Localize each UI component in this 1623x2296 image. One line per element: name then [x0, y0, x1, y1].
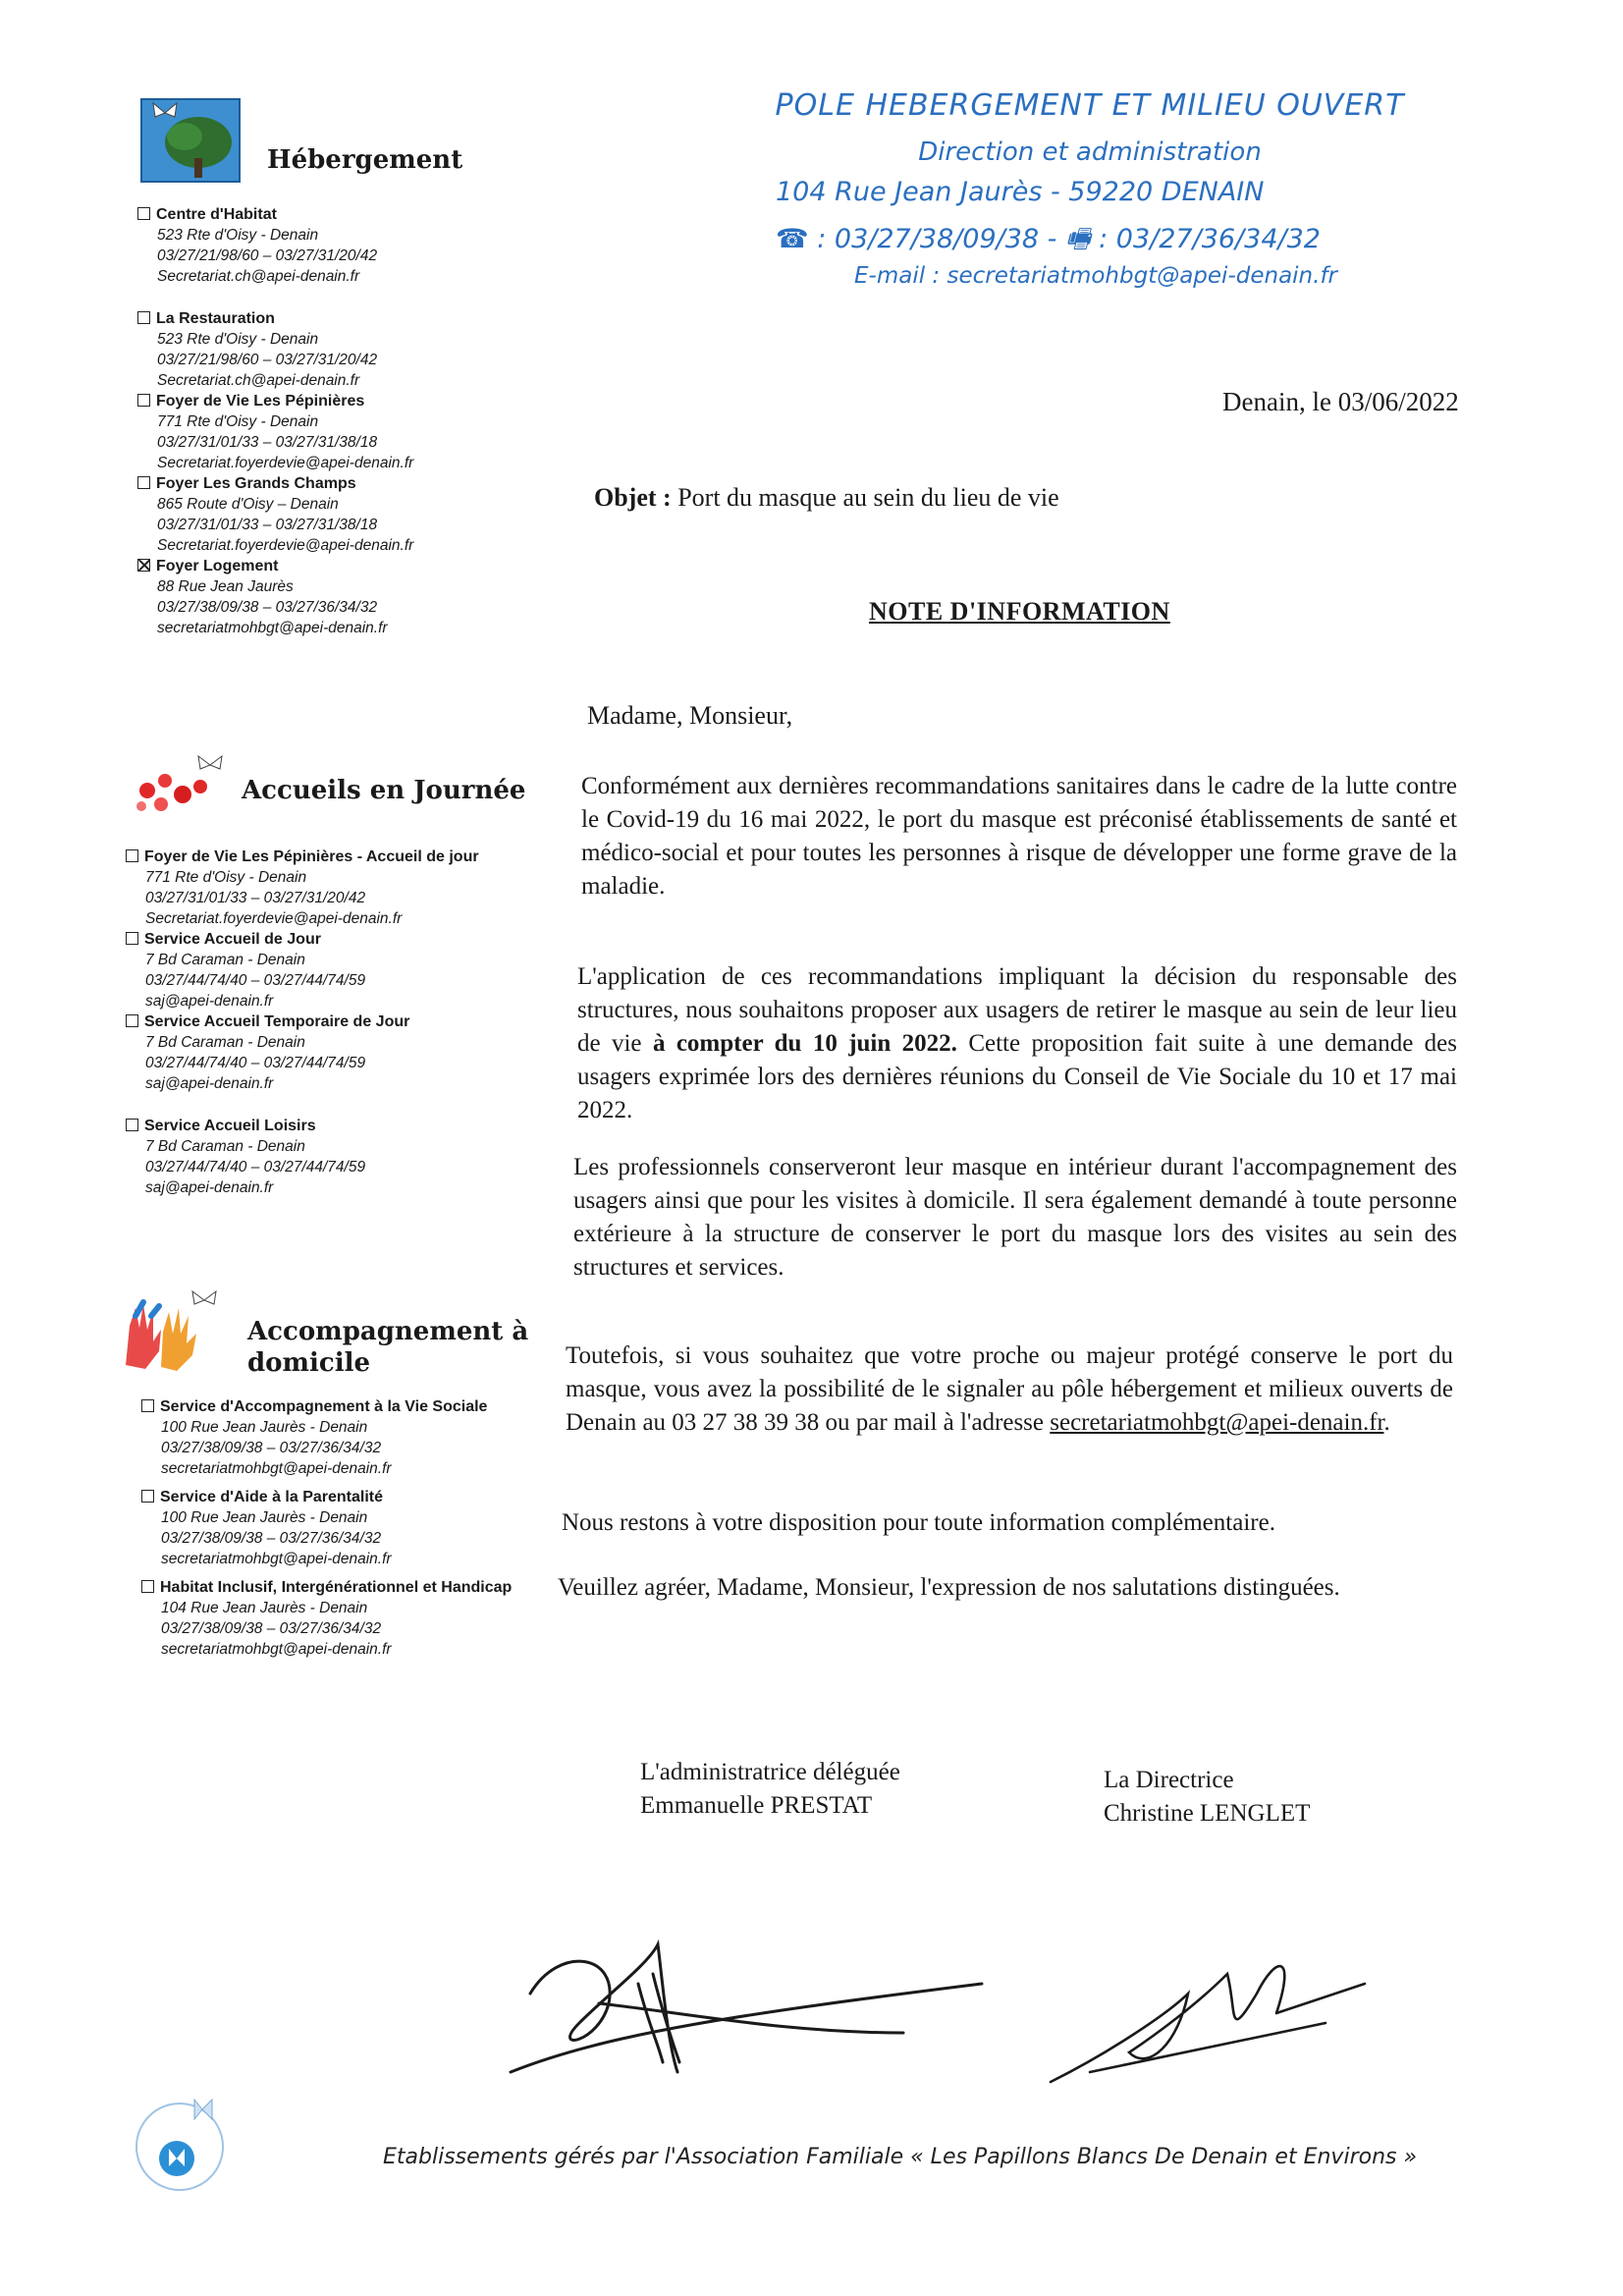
signature-2-icon [1031, 1935, 1375, 2121]
checkbox-icon [141, 1399, 154, 1412]
contact-email-link[interactable]: secretariatmohbgt@apei-denain.fr [1050, 1409, 1384, 1436]
paragraph-6: Veuillez agréer, Madame, Monsieur, l'expression de nos salutations distinguées. [558, 1574, 1340, 1601]
fax-number: : 03/27/36/34/32 [1099, 224, 1321, 254]
fax-icon: 🖷 [1065, 224, 1091, 254]
list-item: Service d'Aide à la Parentalité 100 Rue Jean Jaurès - Denain 03/27/38/09/38 – 03/27/36/34/32 secretariatmohbgt@apei-denain.fr [141, 1487, 534, 1569]
org-address: 104 Rue Jean Jaurès - 59220 DENAIN [776, 177, 1265, 207]
checkbox-icon [126, 932, 138, 945]
signature-1-icon [491, 1925, 1001, 2092]
list-item: La Restauration 523 Rte d'Oisy - Denain 03/27/21/98/60 – 03/27/31/20/42 Secretariat.ch@apei-denain.fr [137, 308, 461, 391]
accueils-title: Accueils en Journée [242, 776, 526, 805]
papillons-blancs-logo-icon [126, 2090, 234, 2198]
list-item: Centre d'Habitat 523 Rte d'Oisy - Denain 03/27/21/98/60 – 03/27/31/20/42 Secretariat.ch@apei-denain.fr [137, 204, 461, 287]
checkbox-icon [137, 476, 150, 489]
paragraph-1: Conformément aux dernières recommandations sanitaires dans le cadre de la lutte contre le Covid-19 du 16 mai 2022, le port du masque est préconisé établissements de santé et médico-social et pour toutes les personnes à risque de développer une forme grave de la maladie. [581, 773, 1457, 900]
checkbox-icon [137, 207, 150, 220]
domicile-title: Accompagnement à domicile [247, 1317, 529, 1378]
signature-block-1: L'administratrice déléguée Emmanuelle PRESTAT [640, 1759, 900, 1819]
paragraph-3: Les professionnels conserveront leur masque en intérieur durant l'accompagnement des usagers ainsi que pour les visites à domicile. Il sera également demandé à toute personne extérieure à la structure de conserver le port du masque lors des visites au sein des structures et services. [573, 1154, 1457, 1281]
checkbox-icon [141, 1580, 154, 1593]
phone-icon: ☎ [776, 224, 809, 254]
domicile-list [141, 1396, 534, 1660]
paragraph-2: L'application de ces recommandations impliquant la décision du responsable des structures, nous souhaitons proposer aux usagers de retirer le masque au sein de leur lieu de vie à compter du 10 juin 2022. Cette proposition fait suite à une demande des usagers exprimée lors des dernières réunions du Conseil de Vie Sociale du 10 et 17 mai 2022. [577, 963, 1458, 1123]
checkbox-icon [126, 1014, 138, 1027]
letter-date: Denain, le 03/06/2022 [1222, 387, 1459, 416]
list-item: Foyer de Vie Les Pépinières 771 Rte d'Oisy - Denain 03/27/31/01/33 – 03/27/31/38/18 Secretariat.foyerdevie@apei-denain.fr [137, 391, 461, 473]
list-item: Service Accueil Loisirs 7 Bd Caraman - Denain 03/27/44/74/40 – 03/27/44/74/59 saj@apei-denain.fr [126, 1116, 518, 1198]
list-item: Foyer Les Grands Champs 865 Route d'Oisy – Denain 03/27/31/01/33 – 03/27/31/38/18 Secretariat.foyerdevie@apei-denain.fr [137, 473, 461, 556]
checked-checkbox-icon [137, 559, 150, 572]
footer-note: Etablissements gérés par l'Association Familiale « Les Papillons Blancs De Denain et Environs » [383, 2145, 1418, 2169]
list-item: Habitat Inclusif, Intergénérationnel et Handicap 104 Rue Jean Jaurès - Denain 03/27/38/09/38 – 03/27/36/34/32 secretariatmohbgt@apei-denain.fr [141, 1577, 534, 1660]
list-item: Service d'Accompagnement à la Vie Sociale 100 Rue Jean Jaurès - Denain 03/27/38/09/38 – 03/27/36/34/32 secretariatmohbgt@apei-denain.fr [141, 1396, 534, 1479]
org-subtitle: Direction et administration [918, 137, 1262, 167]
hebergement-list [137, 204, 461, 638]
checkbox-icon [137, 394, 150, 407]
letter-subject: Objet : Port du masque au sein du lieu de vie [594, 483, 1059, 512]
accueils-list [126, 847, 518, 1198]
list-item: Foyer de Vie Les Pépinières - Accueil de jour 771 Rte d'Oisy - Denain 03/27/31/01/33 – 03/27/31/20/42 Secretariat.foyerdevie@apei-denain.fr [126, 847, 518, 929]
signature-block-2: La Directrice Christine LENGLET [1104, 1767, 1311, 1827]
tree-logo-icon [137, 93, 245, 187]
hands-logo-icon [116, 1286, 226, 1375]
flowers-logo-icon [126, 751, 234, 820]
hebergement-title: Hébergement [267, 145, 463, 175]
org-email: E-mail : secretariatmohbgt@apei-denain.fr [854, 263, 1337, 289]
note-title: NOTE D'INFORMATION [869, 597, 1170, 626]
checkbox-icon [126, 849, 138, 862]
checkbox-icon [137, 311, 150, 324]
checkbox-icon [126, 1119, 138, 1131]
org-title: POLE HEBERGEMENT ET MILIEU OUVERT [775, 88, 1405, 123]
paragraph-5: Nous restons à votre disposition pour toute information complémentaire. [562, 1509, 1275, 1536]
phone-number: : 03/27/38/09/38 - [817, 224, 1057, 254]
list-item: Service Accueil de Jour 7 Bd Caraman - Denain 03/27/44/74/40 – 03/27/44/74/59 saj@apei-denain.fr [126, 929, 518, 1011]
org-phone-fax [776, 220, 1443, 265]
list-item: Service Accueil Temporaire de Jour 7 Bd Caraman - Denain 03/27/44/74/40 – 03/27/44/74/59 saj@apei-denain.fr [126, 1011, 518, 1094]
list-item: Foyer Logement 88 Rue Jean Jaurès 03/27/38/09/38 – 03/27/36/34/32 secretariatmohbgt@apei-denain.fr [137, 556, 461, 638]
paragraph-4: Toutefois, si vous souhaitez que votre proche ou majeur protégé conserve le port du masque, vous avez la possibilité de le signaler au pôle hébergement et milieux ouverts de Denain au 03 27 38 39 38 ou par mail à l'adresse secretariatmohbgt@apei-denain.fr. [566, 1342, 1453, 1436]
checkbox-icon [141, 1490, 154, 1503]
salutation: Madame, Monsieur, [587, 701, 793, 730]
